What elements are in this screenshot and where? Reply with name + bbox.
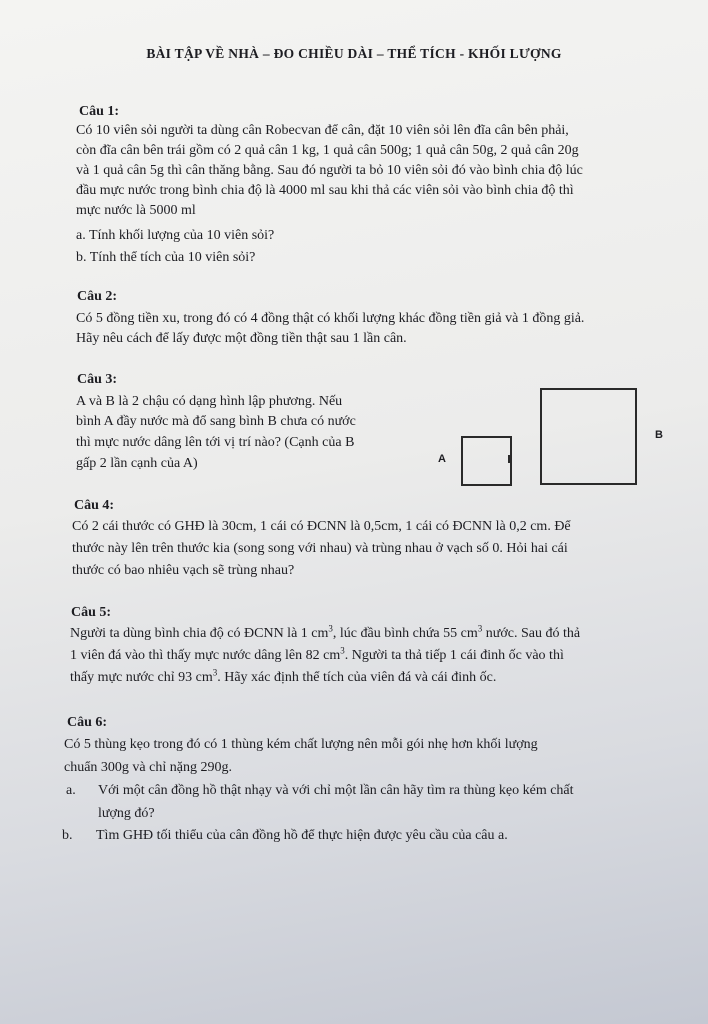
q1-heading: Câu 1: <box>79 104 120 119</box>
q2-line-1: Có 5 đồng tiền xu, trong đó có 4 đồng thật có khối lượng khác đồng tiền giả và 1 đồng giả. <box>76 311 585 326</box>
q1-line-4: đầu mực nước trong bình chia độ là 4000 ml sau khi thả các viên sỏi vào bình chia độ thì <box>76 183 574 198</box>
q4-line-1: Có 2 cái thước có GHĐ là 30cm, 1 cái có ĐCNN là 0,5cm, 1 cái có ĐCNN là 0,2 cm. Để <box>72 519 571 534</box>
q2-line-2: Hãy nêu cách để lấy được một đồng tiền thật sau 1 lần cân. <box>76 331 407 346</box>
q1-line-1: Có 10 viên sỏi người ta dùng cân Robecvan để cân, đặt 10 viên sỏi lên đĩa cân bên phải, <box>76 123 569 138</box>
q6-part-a-line-1: Với một cân đồng hồ thật nhạy và với chỉ một lần cân hãy tìm ra thùng kẹo kém chất <box>98 783 574 798</box>
q5-line-3: thấy mực nước chỉ 93 $cm^3$. Hãy xác định thể tích của viên đá và cái đinh ốc. <box>70 667 497 685</box>
q2-heading: Câu 2: <box>77 289 118 304</box>
q3-line-1: A và B là 2 chậu có dạng hình lập phương. Nếu <box>76 394 343 409</box>
q5-line-2: 1 viên đá vào thì thấy mực nước dâng lên 82 $cm^3$. Người ta thả tiếp 1 cái đinh ốc vào thì <box>70 645 564 663</box>
cube-a-square <box>461 436 512 486</box>
cube-b-label: B <box>655 429 663 441</box>
cube-a-mark <box>508 455 510 463</box>
q1-part-b: b. Tính thể tích của 10 viên sỏi? <box>76 250 256 265</box>
q1-line-2: còn đĩa cân bên trái gồm có 2 quả cân 1 kg, 1 quả cân 500g; 1 quả cân 50g, 2 quả cân 20g <box>76 143 579 158</box>
q6-part-a-line-2: lượng đó? <box>98 806 155 821</box>
q6-part-b-marker: b. <box>62 828 73 843</box>
page-title: BÀI TẬP VỀ NHÀ – ĐO CHIỀU DÀI – THỂ TÍCH - KHỐI LƯỢNG <box>146 46 562 61</box>
cube-a-label: A <box>438 453 446 465</box>
q4-heading: Câu 4: <box>74 498 115 513</box>
cube-b-square <box>540 388 637 485</box>
q6-heading: Câu 6: <box>67 715 108 730</box>
q1-line-5: mực nước là 5000 ml <box>76 203 196 218</box>
q1-line-3: và 1 quả cân 5g thì cân thăng bằng. Sau đó người ta bỏ 10 viên sỏi đó vào bình chia độ lúc <box>76 163 583 178</box>
q3-line-2: bình A đầy nước mà đổ sang bình B chưa có nước <box>76 414 356 429</box>
q3-line-3: thì mực nước dâng lên tới vị trí nào? (Cạnh của B <box>76 435 355 450</box>
q6-part-b-line-1: Tìm GHĐ tối thiểu của cân đồng hồ để thực hiện được yêu cầu của câu a. <box>96 828 508 843</box>
q4-line-2: thước này lên trên thước kia (song song với nhau) và trùng nhau ở vạch số 0. Hỏi hai cái <box>72 541 568 556</box>
q3-line-4: gấp 2 lần cạnh của A) <box>76 456 198 471</box>
q1-part-a: a. Tính khối lượng của 10 viên sỏi? <box>76 228 275 243</box>
q6-line-2: chuẩn 300g và chỉ nặng 290g. <box>64 760 232 775</box>
cube-b-mark <box>635 427 637 435</box>
q3-heading: Câu 3: <box>77 372 118 387</box>
q6-line-1: Có 5 thùng kẹo trong đó có 1 thùng kém chất lượng nên mỗi gói nhẹ hơn khối lượng <box>64 737 538 752</box>
q5-heading: Câu 5: <box>71 605 112 620</box>
q5-line-1: Người ta dùng bình chia độ có ĐCNN là 1 $cm^3$, lúc đầu bình chứa 55 $cm^3$ nước. Sau đó thả <box>70 623 581 641</box>
q4-line-3: thước có bao nhiêu vạch sẽ trùng nhau? <box>72 563 295 578</box>
q6-part-a-marker: a. <box>66 783 76 798</box>
